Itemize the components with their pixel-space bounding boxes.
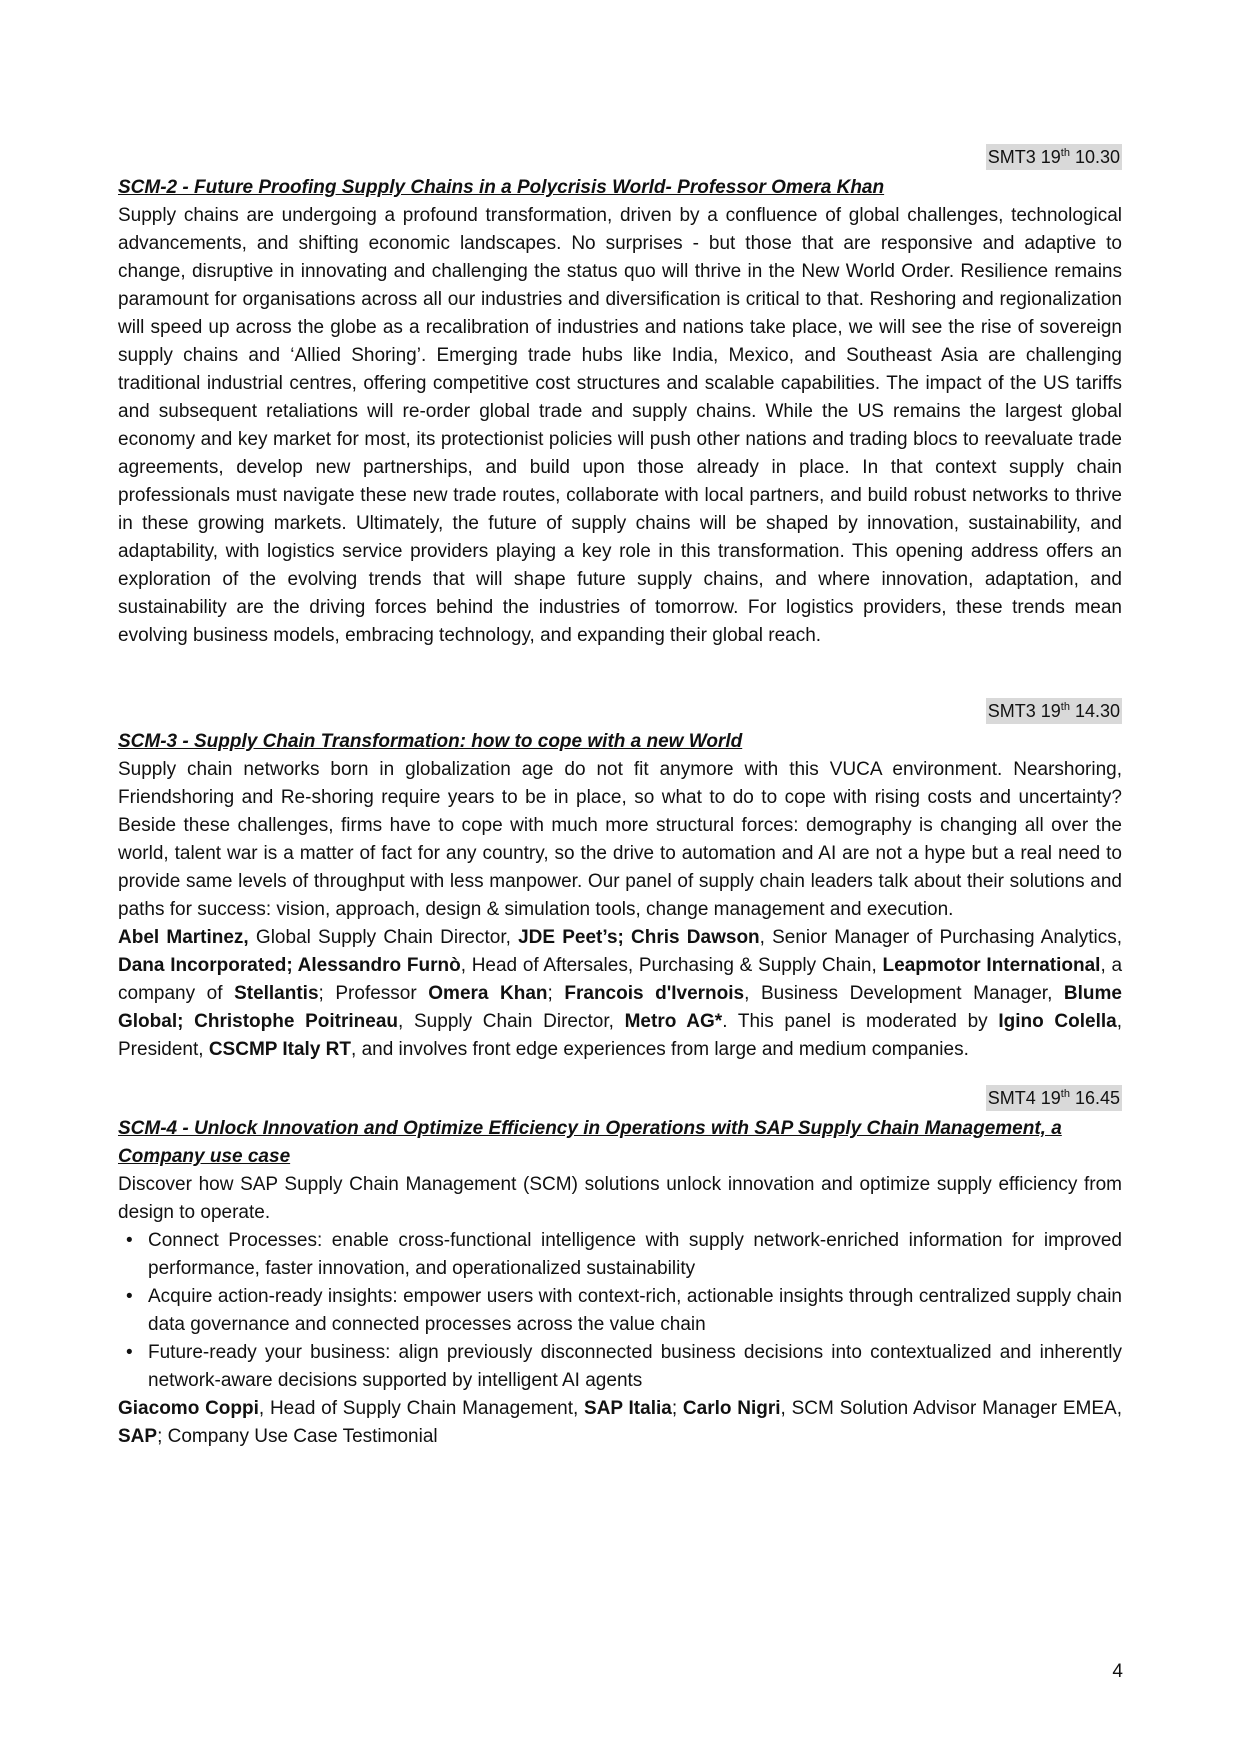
speaker-role: ; [547,983,565,1004]
session-title: SCM-4 - Unlock Innovation and Optimize Efficiency in Operations with SAP Supply Chain Management, a Company use case [118,1118,1062,1167]
list-item [118,1339,1122,1395]
feature-list [118,1227,1122,1395]
speaker-name: Abel Martinez, [118,927,249,948]
schedule-time: 10.30 [1069,147,1120,167]
speaker-name: Leapmotor International [882,955,1101,976]
schedule-room-day: SMT3 19 [987,701,1061,721]
speaker-role: , Senior Manager of Purchasing Analytics, [759,927,1122,948]
speaker-name: Francois d'Ivernois [564,983,745,1004]
session-schedule [118,698,1122,728]
schedule-room-day: SMT3 19 [987,147,1061,167]
speaker-name: Blume Global; Christophe Poitrineau [118,983,1122,1032]
session-scm-3 [118,698,1122,1064]
list-item [118,1227,1122,1283]
schedule-ordinal: th [1060,147,1070,159]
speaker-role: , Supply Chain Director, [398,1011,625,1032]
list-item-text: Acquire action-ready insights: empower users with context-rich, actionable insights through centralized supply chain data governance and connected processes across the value chain [148,1286,1122,1335]
page-number: 4 [1112,1661,1123,1682]
document-page [118,144,1122,1451]
speaker-role: , SCM Solution Advisor Manager EMEA, [780,1398,1122,1419]
speaker-role: , Business Development Manager, [744,983,1064,1004]
session-title: SCM-2 - Future Proofing Supply Chains in a Polycrisis World- Professor Omera Khan [118,177,885,198]
session-schedule [118,144,1122,174]
session-description: Supply chain networks born in globalization age do not fit anymore with this VUCA environment. Nearshoring, Friendshoring and Re-shoring require years to be in place, so what to do to cope with rising costs and uncertainty? Beside these challenges, firms have to cope with much more structural forces: demography is changing all over the world, talent war is a matter of fact for any country, so the drive to automation and AI are not a hype but a real need to provide same levels of throughput with less manpower. Our panel of supply chain leaders talk about their solutions and paths for success: vision, approach, design & simulation tools, change management and execution. [118,759,1122,920]
speaker-name: Stellantis [234,983,319,1004]
bullet-icon: • [126,1286,133,1307]
speaker-name: Carlo Nigri [682,1398,781,1419]
speaker-role: , Head of Supply Chain Management, [258,1398,585,1419]
speaker-name: JDE Peet’s; Chris Dawson [518,927,760,948]
speaker-role: Global Supply Chain Director, [248,927,519,948]
session-scm-2 [118,144,1122,650]
speaker-role: , Head of Aftersales, Purchasing & Supply Chain, [460,955,883,976]
schedule-time: 16.45 [1069,1088,1120,1108]
session-description: Discover how SAP Supply Chain Management (SCM) solutions unlock innovation and optimize supply efficiency from design to operate. [118,1174,1122,1223]
speaker-role: ; [671,1398,683,1419]
session-schedule [118,1085,1122,1115]
speaker-name: CSCMP Italy RT [208,1039,352,1060]
schedule-badge [986,1085,1122,1111]
session-speakers [118,1395,1122,1451]
list-item-text: Future-ready your business: align previously disconnected business decisions into contextualized and inherently network-aware decisions supported by intelligent AI agents [148,1342,1122,1391]
speaker-role: ; Professor [318,983,429,1004]
bullet-icon: • [126,1230,133,1251]
speaker-role: , a company of [118,955,1123,1004]
speaker-role: , President, [118,1011,1122,1060]
speaker-role: , and involves front edge experiences from large and medium companies. [351,1039,969,1060]
list-item [118,1283,1122,1339]
schedule-badge [986,698,1122,724]
speaker-name: SAP Italia [584,1398,672,1419]
session-speakers [118,924,1122,1064]
schedule-badge [986,144,1122,170]
speaker-name: Igino Colella [998,1011,1117,1032]
schedule-time: 14.30 [1069,701,1120,721]
bullet-icon: • [126,1342,133,1363]
schedule-ordinal: th [1060,1088,1070,1100]
schedule-ordinal: th [1060,701,1070,713]
session-description: Supply chains are undergoing a profound transformation, driven by a confluence of global challenges, technological advancements, and shifting economic landscapes. No surprises - but those that are responsive and adaptive to change, disruptive in innovating and challenging the status quo will thrive in the New World Order. Resilience remains paramount for organisations across all our industries and diversification is critical to that. Reshoring and regionalization will speed up across the globe as a recalibration of industries and nations take place, we will see the rise of sovereign supply chains and ‘Allied Shoring’. Emerging trade hubs like India, Mexico, and Southeast Asia are challenging traditional industrial centres, offering competitive cost structures and scalable capabilities. The impact of the US tariffs and subsequent retaliations will re-order global trade and supply chains. While the US remains the largest global economy and key market for most, its protectionist policies will push other nations and trading blocs to reevaluate trade agreements, develop new partnerships, and build upon those already in place. In that context supply chain professionals must navigate these new trade routes, collaborate with local partners, and build robust networks to thrive in these growing markets. Ultimately, the future of supply chains will be shaped by innovation, sustainability, and adaptability, with logistics service providers playing a key role in this transformation. This opening address offers an exploration of the evolving trends that will shape future supply chains, and where innovation, adaptation, and sustainability are the driving forces behind the industries of tomorrow. For logistics providers, these trends mean evolving business models, embracing technology, and expanding their global reach. [118,205,1122,646]
speaker-role: . This panel is moderated by [722,1011,999,1032]
session-scm-4 [118,1085,1122,1451]
speaker-name: Metro AG* [624,1011,723,1032]
speaker-name: SAP [118,1426,158,1447]
list-item-text: Connect Processes: enable cross-functional intelligence with supply network-enriched information for improved performance, faster innovation, and operationalized sustainability [148,1230,1122,1279]
speaker-name: Dana Incorporated; Alessandro Furnò [118,955,461,976]
schedule-room-day: SMT4 19 [987,1088,1061,1108]
speaker-name: Omera Khan [428,983,548,1004]
speaker-name: Giacomo Coppi [118,1398,259,1419]
speaker-role: ; Company Use Case Testimonial [157,1426,438,1447]
session-title: SCM-3 - Supply Chain Transformation: how to cope with a new World [118,731,743,752]
